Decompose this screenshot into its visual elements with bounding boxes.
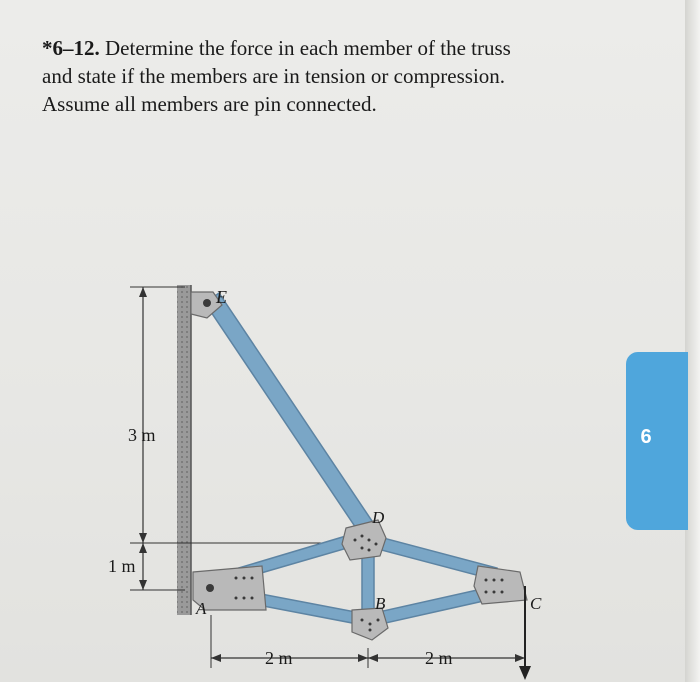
pin-E	[203, 299, 211, 307]
problem-text-3: Assume all members are pin connected.	[42, 92, 377, 116]
dim-arrow-right	[515, 654, 525, 662]
bolt	[501, 579, 504, 582]
dim-arrow-mid-down	[139, 543, 147, 553]
bolt	[361, 619, 364, 622]
bolt	[243, 597, 246, 600]
bolt	[251, 577, 254, 580]
dim-arrow-bottom	[139, 580, 147, 590]
dim-arrow-top	[139, 287, 147, 297]
pin-A	[206, 584, 214, 592]
bolt	[493, 579, 496, 582]
dim-arrow-left	[211, 654, 221, 662]
bolt	[243, 577, 246, 580]
bolt	[235, 577, 238, 580]
problem-text-1: Determine the force in each member of the truss	[105, 36, 511, 60]
bolt	[354, 539, 357, 542]
bolt	[377, 619, 380, 622]
dim-arrow-center-left	[358, 654, 368, 662]
bolt	[485, 591, 488, 594]
joint-label-B: B	[375, 594, 386, 613]
bolt	[375, 543, 378, 546]
bolt	[368, 549, 371, 552]
bolt	[251, 597, 254, 600]
dimension-label-3m: 3 m	[128, 425, 156, 445]
dimension-label-1m: 1 m	[108, 556, 136, 576]
bolt	[235, 597, 238, 600]
bolt	[369, 629, 372, 632]
bolt	[368, 539, 371, 542]
bolt	[361, 535, 364, 538]
bolt	[493, 591, 496, 594]
wall-support	[177, 285, 191, 615]
gusset-C	[474, 566, 527, 604]
load-arrow-head	[519, 666, 531, 680]
problem-text-2: and state if the members are in tension or compression.	[42, 64, 506, 88]
bolt	[361, 547, 364, 550]
bolt	[369, 623, 372, 626]
dimension-label-2m-left: 2 m	[265, 648, 293, 668]
joint-label-C: C	[530, 594, 542, 613]
joint-label-E: E	[216, 287, 227, 307]
page-edge	[685, 0, 700, 682]
dimension-label-2m-right: 2 m	[425, 648, 453, 668]
joint-label-A: A	[196, 599, 207, 618]
dim-arrow-center-right	[368, 654, 378, 662]
bolt	[501, 591, 504, 594]
dim-arrow-mid-up	[139, 533, 147, 543]
bolt	[485, 579, 488, 582]
chapter-tab-label: 6	[640, 426, 652, 448]
member-ED	[205, 293, 376, 537]
problem-number: *6–12.	[42, 36, 100, 60]
joint-label-D: D	[372, 508, 385, 527]
